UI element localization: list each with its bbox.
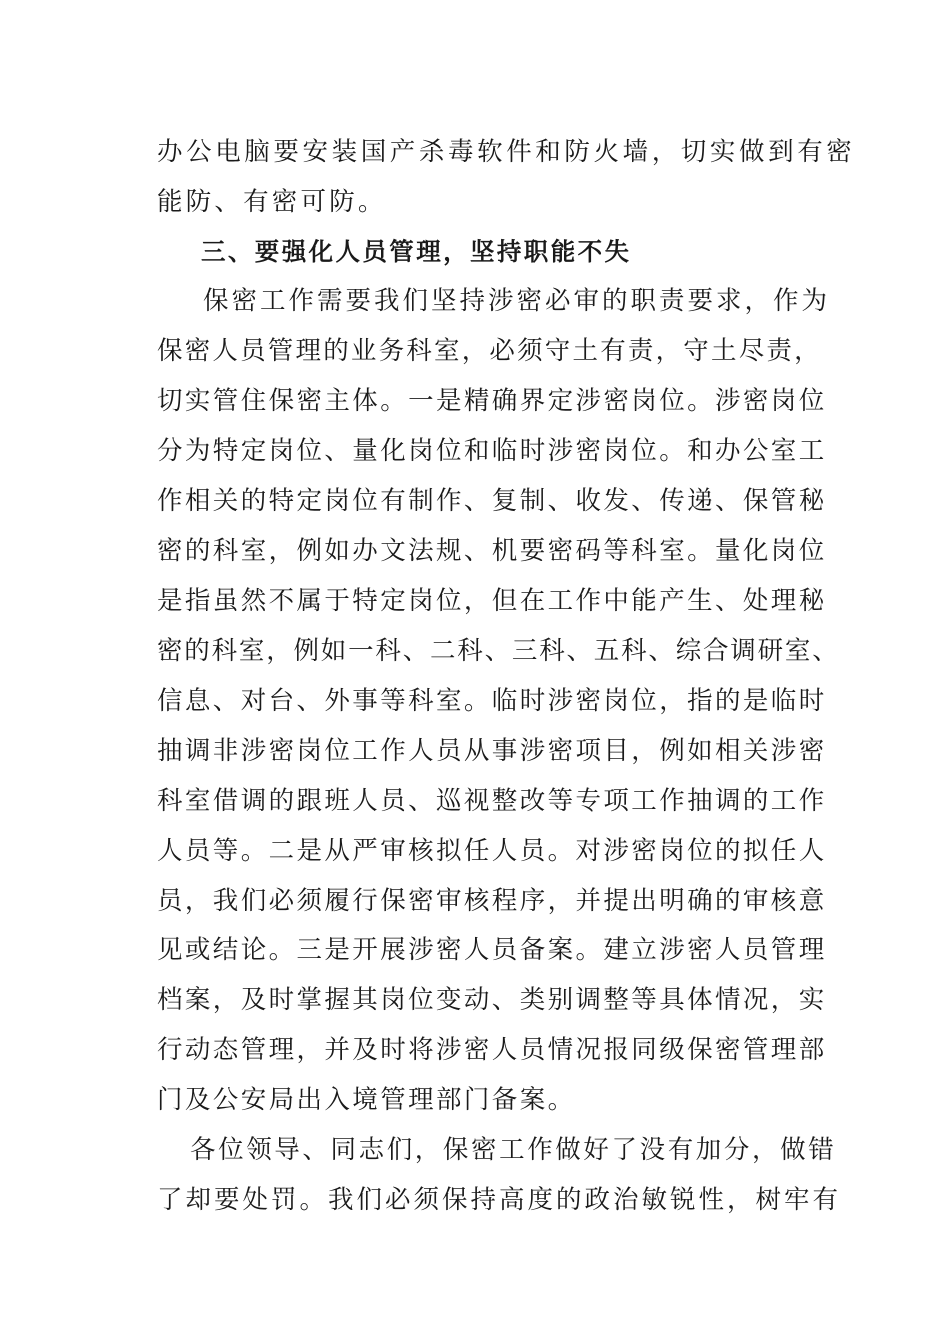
text-line: 见或结论。三是开展涉密人员备案。建立涉密人员管理 (157, 935, 827, 965)
text-line: 保密人员管理的业务科室，必须守土有责，守土尽责， (157, 336, 822, 366)
text-line: 档案，及时掌握其岗位变动、类别调整等具体情况，实 (157, 985, 827, 1015)
text-line: 行动态管理，并及时将涉密人员情况报同级保密管理部 (157, 1035, 827, 1065)
text-line: 分为特定岗位、量化岗位和临时涉密岗位。和办公室工 (157, 436, 827, 466)
text-line: 人员等。二是从严审核拟任人员。对涉密岗位的拟任人 (157, 836, 827, 866)
text-line: 保密工作需要我们坚持涉密必审的职责要求，作为 (203, 286, 831, 316)
text-line: 信息、对台、外事等科室。临时涉密岗位，指的是临时 (157, 686, 827, 716)
text-line: 作相关的特定岗位有制作、复制、收发、传递、保管秘 (157, 486, 827, 516)
text-line: 了却要处罚。我们必须保持高度的政治敏锐性，树牢有 (157, 1185, 842, 1215)
text-line: 切实管住保密主体。一是精确界定涉密岗位。涉密岗位 (157, 386, 827, 416)
text-line: 密的科室，例如一科、二科、三科、五科、综合调研室、 (157, 636, 840, 666)
text-line: 抽调非涉密岗位工作人员从事涉密项目，例如相关涉密 (157, 736, 827, 766)
text-line: 能防、有密可防。 (157, 187, 387, 217)
text-line: 员，我们必须履行保密审核程序，并提出明确的审核意 (157, 886, 827, 916)
text-line: 密的科室，例如办文法规、机要密码等科室。量化岗位 (157, 536, 827, 566)
text-line: 是指虽然不属于特定岗位，但在工作中能产生、处理秘 (157, 586, 827, 616)
section-heading: 三、要强化人员管理，坚持职能不失 (201, 237, 632, 266)
text-line: 门及公安局出入境管理部门备案。 (157, 1085, 576, 1115)
text-line: 科室借调的跟班人员、巡视整改等专项工作抽调的工作 (157, 786, 827, 816)
text-line: 办公电脑要安装国产杀毒软件和防火墙，切实做到有密 (157, 137, 856, 167)
text-line: 各位领导、同志们，保密工作做好了没有加分，做错 (190, 1135, 837, 1165)
